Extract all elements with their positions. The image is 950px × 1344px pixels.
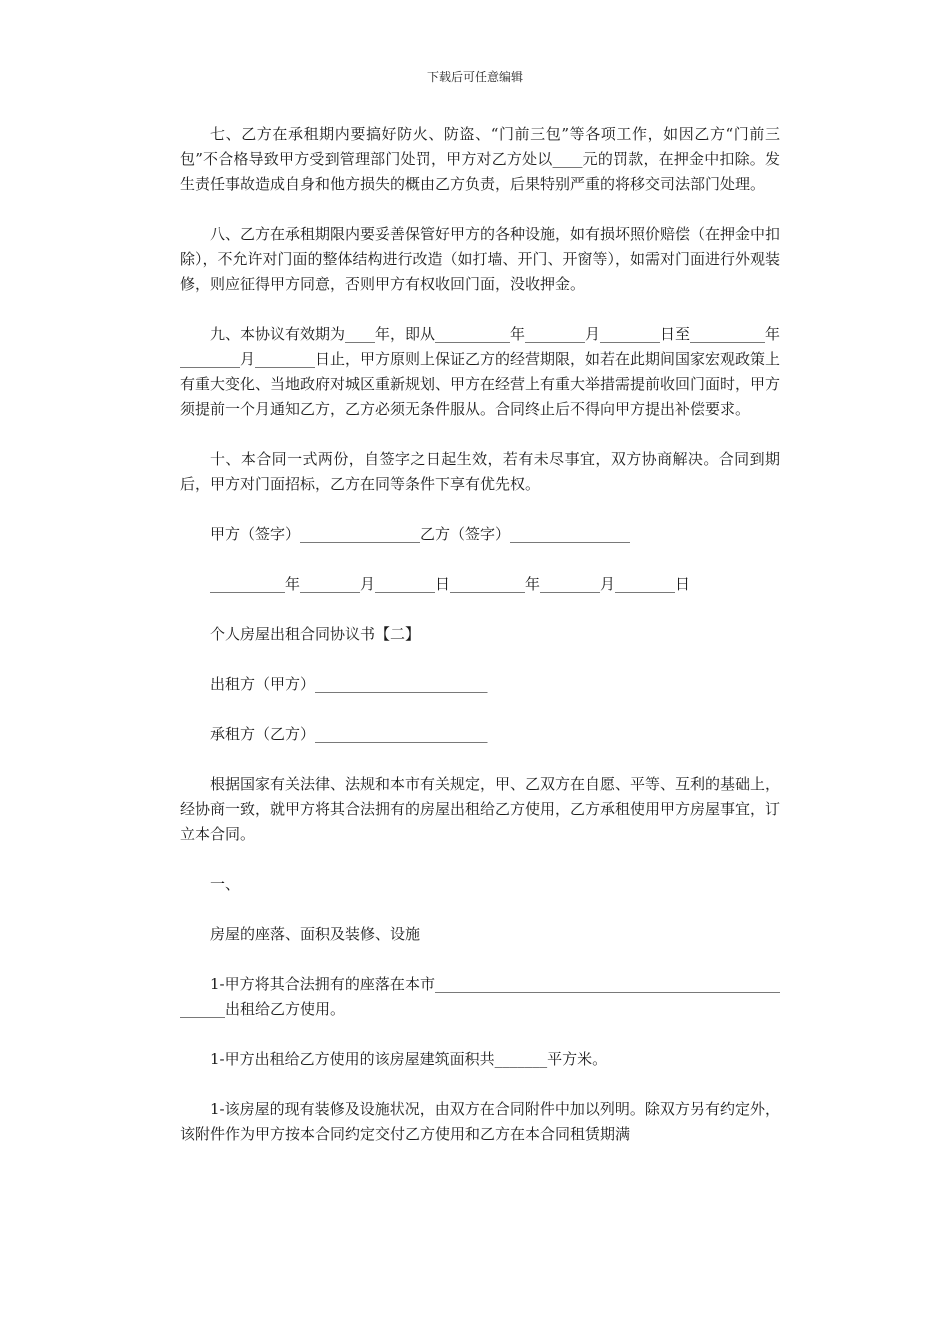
- preamble: 根据国家有关法律、法规和本市有关规定，甲、乙双方在自愿、平等、互利的基础上，经协商一致，就甲方将其合法拥有的房屋出租给乙方使用，乙方承租使用甲方房屋事宜，订立本合同。: [180, 775, 781, 843]
- lessee-line: 承租方（乙方）_______________________: [210, 725, 488, 743]
- clause-9: 九、本协议有效期为____年，即从__________年________月________日至__________年________月________日止，甲方原则上保证乙方的经营期限，如若在此期间国家宏观政策上有重大变化、当地政府对城区重新规划、甲方在经营上有重大举措需提前收回门面时，甲方须提前一个月通知乙方，乙方必须无条件服从。合同终止后不得向甲方提出补偿要求。: [180, 325, 781, 418]
- second-contract-title: 个人房屋出租合同协议书【二】: [210, 625, 421, 643]
- section-1-number: 一、: [210, 875, 241, 893]
- signature-line: 甲方（签字）________________乙方（签字）________________: [210, 525, 631, 543]
- item-1-1: 1-甲方将其合法拥有的座落在本市____________________________________________________出租给乙方使用。: [180, 975, 780, 1018]
- document-body: [180, 122, 780, 1172]
- item-1-2: 1-甲方出租给乙方使用的该房屋建筑面积共_______平方米。: [210, 1050, 608, 1068]
- lessor-line: 出租方（甲方）_______________________: [210, 675, 488, 693]
- clause-7: 七、乙方在承租期内要搞好防火、防盗、“门前三包”等各项工作，如因乙方“门前三包”不合格导致甲方受到管理部门处罚，甲方对乙方处以____元的罚款，在押金中扣除。发生责任事故造成自身和他方损失的概由乙方负责，后果特别严重的将移交司法部门处理。: [180, 125, 780, 193]
- clause-8: 八、乙方在承租期限内要妥善保管好甲方的各种设施，如有损坏照价赔偿（在押金中扣除），不允许对门面的整体结构进行改造（如打墙、开门、开窗等），如需对门面进行外观装修，则应征得甲方同意，否则甲方有权收回门面，没收押金。: [180, 225, 781, 293]
- page-header: 下载后可任意编辑: [426, 70, 523, 84]
- item-1-3: 1-该房屋的现有装修及设施状况，由双方在合同附件中加以列明。除双方另有约定外，该附件作为甲方按本合同约定交付乙方使用和乙方在本合同租赁期满: [180, 1100, 780, 1143]
- date-line: __________年________月________日__________年________月________日: [210, 575, 691, 593]
- section-1-title: 房屋的座落、面积及装修、设施: [210, 925, 421, 943]
- clause-10: 十、本合同一式两份，自签字之日起生效，若有未尽事宜，双方协商解决。合同到期后，甲方对门面招标，乙方在同等条件下享有优先权。: [180, 450, 780, 493]
